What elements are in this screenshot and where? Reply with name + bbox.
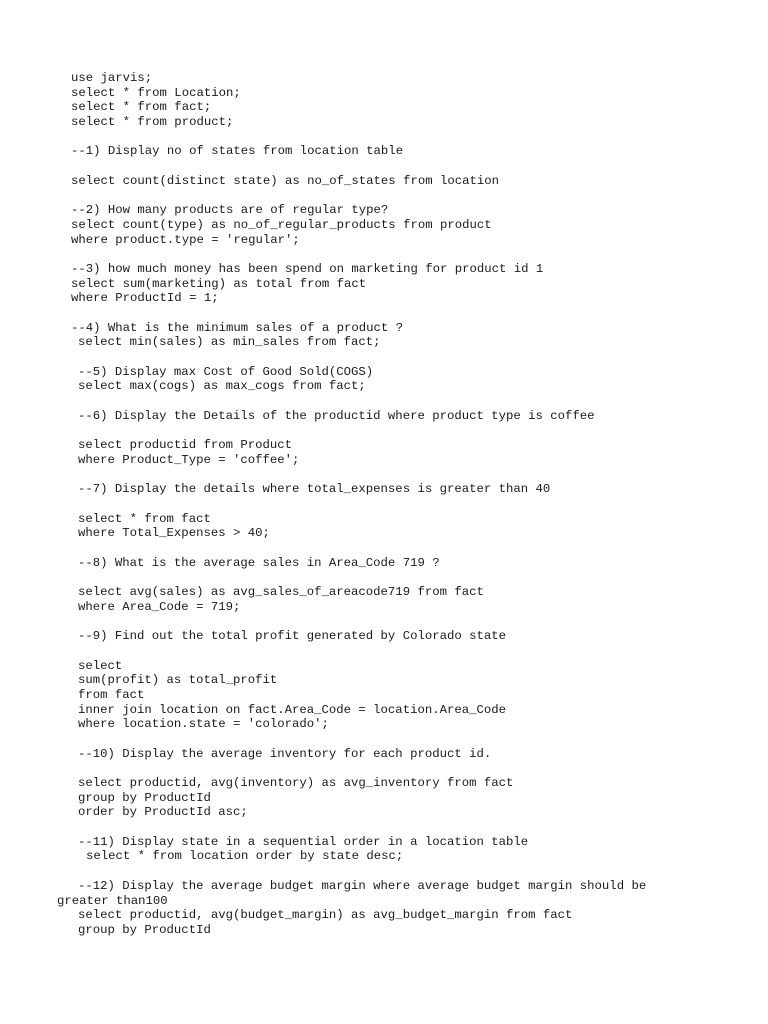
comment-line: --9) Find out the total profit generated by Colorado state [78, 629, 507, 644]
code-line: use jarvis; [71, 71, 153, 85]
code-line: select * from Location; [71, 85, 241, 100]
code-line: select count(type) as no_of_regular_products from product [71, 217, 492, 232]
code-line: select sum(marketing) as total from fact [71, 276, 367, 291]
blank-line [71, 820, 731, 835]
blank-line [71, 350, 731, 365]
code-line: select * from fact [78, 511, 211, 526]
blank-line [71, 644, 731, 659]
comment-line: --2) How many products are of regular type? [71, 203, 389, 218]
blank-line [71, 570, 731, 585]
comment-line: --12) Display the average budget margin where average budget margin should be [78, 878, 647, 893]
blank-line [71, 306, 731, 321]
comment-line: --10) Display the average inventory for each product id. [78, 746, 492, 761]
comment-line: greater than100 [57, 893, 168, 908]
code-line: sum(profit) as total_profit [78, 673, 278, 688]
code-line: group by ProductId [78, 790, 211, 805]
code-line: select * from product; [71, 115, 234, 130]
code-line: from fact [78, 687, 145, 702]
code-line: where product.type = 'regular'; [71, 232, 300, 247]
code-line: where ProductId = 1; [71, 291, 219, 306]
code-line: select max(cogs) as max_cogs from fact; [78, 379, 366, 394]
comment-line: --8) What is the average sales in Area_Code 719 ? [78, 555, 440, 570]
code-line: select * from location order by state desc; [86, 849, 404, 864]
comment-line: --3) how much money has been spend on marketing for product id 1 [71, 261, 544, 276]
comment-line: --5) Display max Cost of Good Sold(COGS) [78, 364, 374, 379]
blank-line [71, 468, 731, 483]
blank-line [71, 159, 731, 174]
comment-line: --11) Display state in a sequential order in a location table [78, 834, 529, 849]
blank-line [71, 247, 731, 262]
sql-code-block [57, 71, 731, 938]
blank-line [71, 130, 731, 145]
code-line: where Area_Code = 719; [78, 599, 241, 614]
code-line: select avg(sales) as avg_sales_of_areacode719 from fact [78, 585, 484, 600]
code-line: where Total_Expenses > 40; [78, 526, 270, 541]
comment-line: --7) Display the details where total_expenses is greater than 40 [78, 482, 551, 497]
code-line: select min(sales) as min_sales from fact; [78, 335, 381, 350]
code-line: order by ProductId asc; [78, 805, 248, 820]
blank-line [71, 761, 731, 776]
blank-line [71, 864, 731, 879]
code-line: where location.state = 'colorado'; [78, 717, 329, 732]
code-line: select * from fact; [71, 100, 212, 115]
code-line: group by ProductId [78, 922, 211, 937]
code-line: select productid, avg(budget_margin) as avg_budget_margin from fact [78, 908, 573, 923]
code-line: select [78, 658, 123, 673]
blank-line [71, 189, 731, 204]
comment-line: --1) Display no of states from location table [71, 144, 404, 159]
code-line: where Product_Type = 'coffee'; [78, 452, 300, 467]
blank-line [71, 541, 731, 556]
code-line: inner join location on fact.Area_Code = location.Area_Code [78, 702, 507, 717]
blank-line [71, 394, 731, 409]
code-line: select productid, avg(inventory) as avg_inventory from fact [78, 776, 514, 790]
blank-line [71, 497, 731, 512]
comment-line: --6) Display the Details of the productid where product type is coffee [78, 408, 595, 423]
blank-line [71, 614, 731, 629]
code-line: select productid from Product [78, 438, 293, 453]
code-line: select count(distinct state) as no_of_states from location [71, 173, 500, 188]
blank-line [71, 424, 731, 439]
comment-line: --4) What is the minimum sales of a product ? [71, 320, 404, 335]
blank-line [71, 732, 731, 747]
